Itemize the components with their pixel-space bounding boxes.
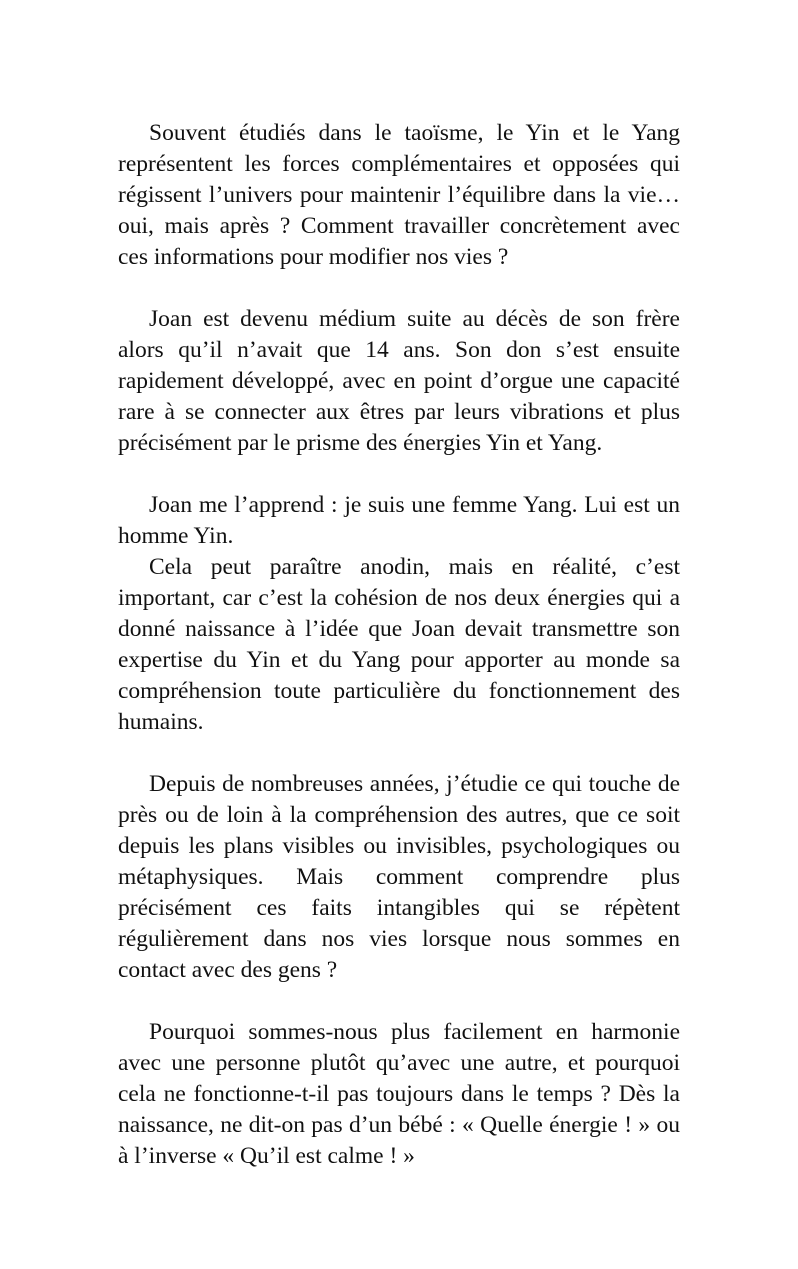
paragraph-yang-yin: Joan me l’apprend : je suis une femme Yang. Lui est un homme Yin. [118,492,680,549]
paragraph-joan-medium: Joan est devenu médium suite au décès de son frère alors qu’il n’avait que 14 ans. Son don s’est ensuite rapidement développé, avec en point d’orgue une capacité rare à se connecter aux êtres par leurs vibrations et plus précisément par le prisme des énergies Yin et Yang. [118,306,680,456]
paragraph-cohesion: Cela peut paraître anodin, mais en réalité, c’est important, car c’est la cohésion de nos deux énergies qui a donné naissance à l’idée que Joan devait transmettre son expertise du Yin et du Yang pour apporter au monde sa compréhension toute particulière du fonctionnement des humains. [118,554,680,735]
paragraph-taoism: Souvent étudiés dans le taoïsme, le Yin et le Yang représentent les forces complémentaires et opposées qui régissent l’univers pour maintenir l’équilibre dans la vie… oui, mais après ? Comment travailler concrètement avec ces informations pour modifier nos vies ? [118,120,680,270]
page-body [118,118,680,1172]
paragraph-harmony: Pourquoi sommes-nous plus facilement en harmonie avec une personne plutôt qu’avec une autre, et pourquoi cela ne fonctionne-t-il pas toujours dans le temps ? Dès la naissance, ne dit-on pas d’un bébé : « Quelle énergie ! » ou à l’inverse « Qu’il est calme ! » [118,1019,680,1169]
paragraph-study: Depuis de nombreuses années, j’étudie ce qui touche de près ou de loin à la compréhension des autres, que ce soit depuis les plans visibles ou invisibles, psychologiques ou métaphysiques. Mais comment comprendre plus précisément ces faits intangibles qui se répètent régulièrement dans nos vies lorsque nous sommes en contact avec des gens ? [118,771,680,983]
